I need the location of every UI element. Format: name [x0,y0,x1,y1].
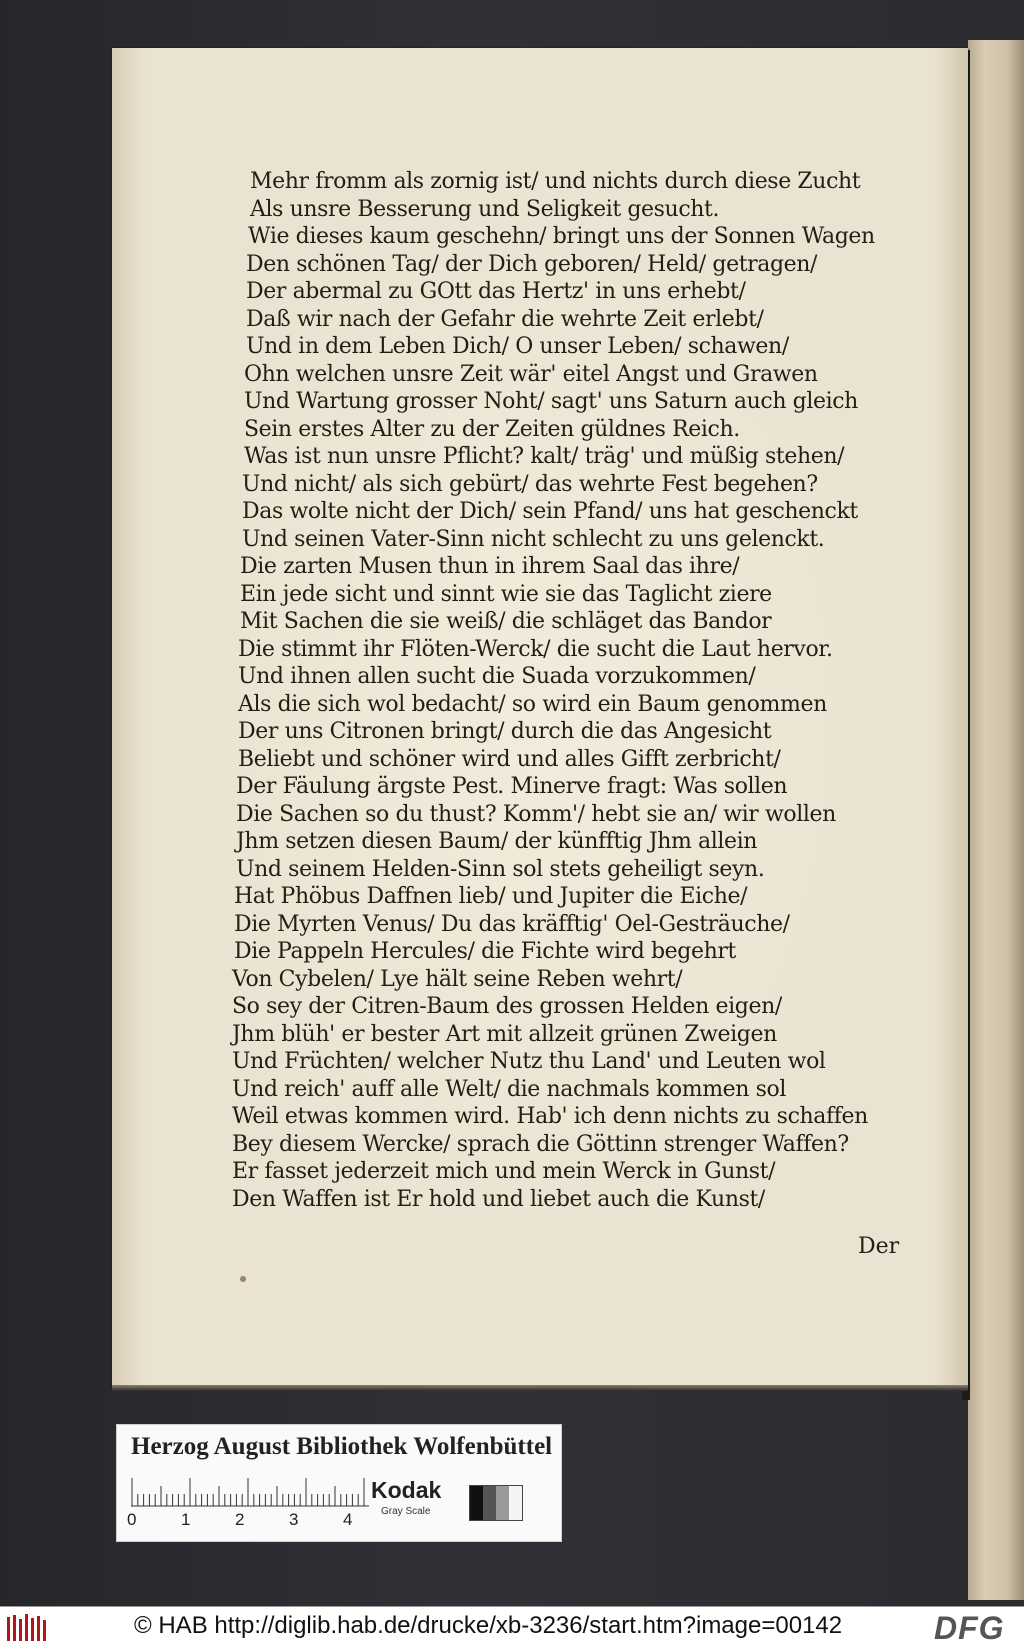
text-line: So sey der Citren-Baum des grossen Helden eigen/ [232,994,782,1019]
ink-spot [240,1276,246,1282]
next-page-edge [968,40,1024,1600]
text-line: Jhm setzen diesen Baum/ der künfftig Jhm allein [236,829,758,854]
text-line: Weil etwas kommen wird. Hab' ich denn nichts zu schaffen [232,1104,868,1129]
poem-text [232,168,912,1213]
text-line: Mehr fromm als zornig ist/ und nichts durch diese Zucht [250,169,861,194]
footer-bar [0,1606,1024,1648]
text-line: Die stimmt ihr Flöten-Werck/ die sucht die Laut hervor. [238,636,833,662]
gray-scale-swatches [469,1485,523,1521]
text-line: Die Sachen so du thust? Komm'/ hebt sie an/ wir wollen [236,801,836,827]
ruler-number: 3 [289,1510,299,1529]
text-line: Er fasset jederzeit mich und mein Werck in Gunst/ [232,1159,776,1184]
text-line: Als die sich wol bedacht/ so wird ein Baum genommen [238,691,827,717]
text-line: Und seinen Vater-Sinn nicht schlecht zu uns gelenckt. [242,526,825,552]
text-line: Ein jede sicht und sinnt wie sie das Taglicht ziere [240,581,772,607]
text-line: Wie dieses kaum geschehn/ bringt uns der Sonnen Wagen [248,224,875,249]
text-line: Den Waffen ist Er hold und liebet auch die Kunst/ [232,1186,765,1212]
text-line: Der abermal zu GOtt das Hertz' in uns erhebt/ [246,279,746,304]
text-line: Die Pappeln Hercules/ die Fichte wird begehrt [234,939,736,964]
text-line: Und Wartung grosser Noht/ sagt' uns Saturn auch gleich [244,389,858,414]
text-line: Ohn welchen unsre Zeit wär' eitel Angst und Grawen [244,361,818,387]
ruler-number: 1 [181,1510,191,1529]
text-line: Den schönen Tag/ der Dich geboren/ Held/ getragen/ [246,251,818,277]
text-line: Und in dem Leben Dich/ O unser Leben/ schawen/ [246,334,789,359]
source-link[interactable]: © HAB http://diglib.hab.de/drucke/xb-3236/start.htm?image=00142 [134,1612,843,1639]
text-line: Die Myrten Venus/ Du das kräfftig' Oel-Gesträuche/ [234,911,790,937]
library-name: Herzog August Bibliothek Wolfenbüttel [131,1433,553,1460]
ruler-number: 2 [235,1510,245,1529]
library-label-card [116,1424,562,1542]
text-line: Als unsre Besserung und Seligkeit gesucht. [250,196,720,222]
ruler-number: 0 [127,1510,137,1529]
text-line: Was ist nun unsre Pflicht? kalt/ träg' und müßig stehen/ [244,444,845,469]
text-line: Jhm blüh' er bester Art mit allzeit grünen Zweigen [232,1021,777,1047]
text-line: Der Fäulung ärgste Pest. Minerve fragt: Was sollen [236,774,788,799]
grayscale-caption: Gray Scale [381,1506,431,1517]
scale-ruler [131,1477,369,1507]
text-line: Und reich' auff alle Welt/ die nachmals kommen sol [232,1076,787,1102]
text-line: Hat Phöbus Daffnen lieb/ und Jupiter die Eiche/ [234,884,748,909]
hab-logo-icon [6,1613,48,1643]
text-line: Das wolte nicht der Dich/ sein Pfand/ uns hat geschenckt [242,499,858,524]
text-line: Der uns Citronen bringt/ durch die das Angesicht [238,719,772,744]
kodak-brand: Kodak [371,1477,442,1503]
text-line: Die zarten Musen thun in ihrem Saal das ihre/ [240,554,740,579]
text-line: Und Früchten/ welcher Nutz thu Land' und Leuten wol [232,1049,826,1074]
dfg-logo: DFG [934,1610,1005,1646]
page-bottom-shadow [112,1385,968,1391]
text-line: Bey diesem Wercke/ sprach die Göttinn strenger Waffen? [232,1131,849,1157]
ruler-number: 4 [343,1510,353,1529]
text-line: Mit Sachen die sie weiß/ die schläget das Bandor [240,609,772,634]
text-line: Beliebt und schöner wird und alles Gifft zerbricht/ [238,746,781,772]
catchword: Der [858,1234,900,1259]
text-line: Von Cybelen/ Lye hält seine Reben wehrt/ [232,966,683,992]
text-line: Und ihnen allen sucht die Suada vorzukommen/ [238,664,756,689]
text-line: Sein erstes Alter zu der Zeiten güldnes Reich. [244,416,740,442]
text-line: Und nicht/ als sich gebürt/ das wehrte Fest begehen? [242,471,818,497]
text-line: Daß wir nach der Gefahr die wehrte Zeit erlebt/ [246,306,764,332]
text-line: Und seinem Helden-Sinn sol stets geheiligt seyn. [236,856,765,882]
